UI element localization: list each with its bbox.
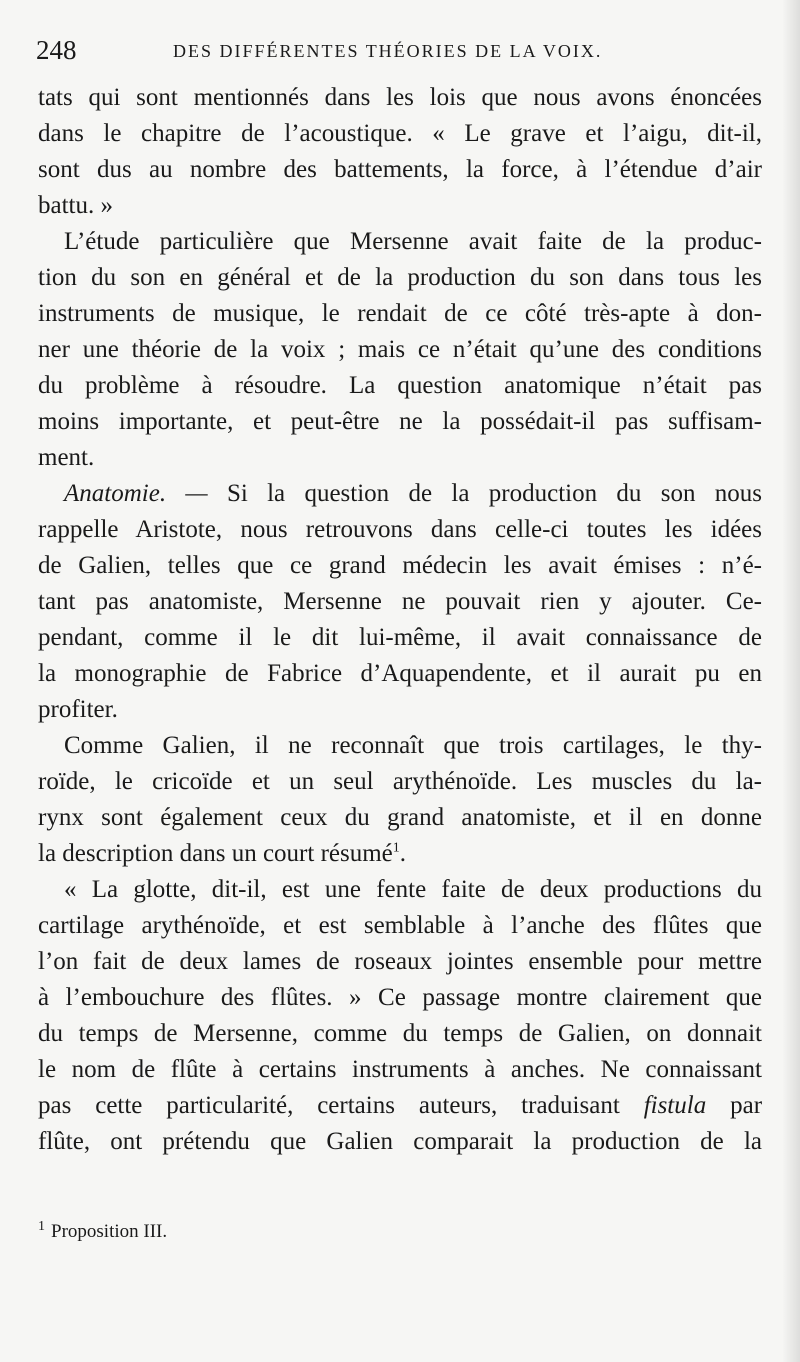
text-line: le nom de flûte à certains instruments à anches. Ne connaissant	[38, 1056, 762, 1083]
text-line: du temps de Mersenne, comme du temps de Galien, on donnait	[38, 1020, 762, 1047]
footnote-reference: 1	[392, 840, 400, 856]
text-line: instruments de musique, le rendait de ce côté très-apte à don-	[38, 300, 762, 327]
text-line: dans le chapitre de l’acoustique. « Le grave et l’aigu, dit-il,	[38, 120, 762, 147]
text-line-end: par	[730, 1092, 763, 1119]
footnote-mark: 1	[38, 1218, 45, 1234]
running-head: DES DIFFÉRENTES THÉORIES DE LA VOIX.	[173, 41, 603, 61]
text-line	[38, 1088, 762, 1124]
footnote-text: Proposition III.	[51, 1221, 168, 1242]
text-line: rappelle Aristote, nous retrouvons dans celle-ci toutes les idées	[38, 516, 762, 543]
text-line: pendant, comme il le dit lui-même, il avait connaissance de	[38, 624, 762, 651]
text-line: rynx sont également ceux du grand anatomiste, et il en donne	[38, 804, 762, 831]
text-line: à l’embouchure des flûtes. » Ce passage montre clairement que	[38, 984, 762, 1011]
text-line: tant pas anatomiste, Mersenne ne pouvait rien y ajouter. Ce-	[38, 588, 762, 615]
text-line: flûte, ont prétendu que Galien comparait la production de la	[38, 1128, 762, 1155]
body-text	[38, 80, 762, 1160]
page-edge-shadow	[782, 0, 800, 1362]
text-line: tion du son en général et de la production du son dans tous les	[38, 264, 762, 291]
text-line: la monographie de Fabrice d’Aquapendente, et il aurait pu en	[38, 660, 762, 687]
text-line: moins importante, et peut-être ne la possédait-il pas suffisam-	[38, 408, 762, 435]
text-line: l’on fait de deux lames de roseaux jointes ensemble pour mettre	[38, 948, 762, 975]
text-line: tats qui sont mentionnés dans les lois que nous avons énoncées	[38, 84, 762, 111]
anatomie-heading: Anatomie. —	[64, 480, 208, 507]
text-line: L’étude particulière que Mersenne avait faite de la produc-	[64, 228, 762, 255]
text-line-rest: Si la question de la production du son nous	[226, 480, 762, 507]
text-line: ner une théorie de la voix ; mais ce n’était qu’une des conditions	[38, 336, 762, 363]
footnote	[38, 1218, 762, 1246]
text-line: du problème à résoudre. La question anatomique n’était pas	[38, 372, 762, 399]
page-header	[36, 34, 762, 66]
line-period: .	[399, 840, 407, 867]
text-line: Comme Galien, il ne reconnaît que trois cartilages, le thy-	[64, 732, 762, 759]
text-line-start: la description dans un court résumé	[38, 840, 393, 867]
text-line: sont dus au nombre des battements, la force, à l’étendue d’air	[38, 156, 762, 183]
text-line: cartilage arythénoïde, et est semblable à l’anche des flûtes que	[38, 912, 762, 939]
fistula-word: fistula	[643, 1092, 707, 1119]
text-line	[38, 836, 762, 872]
text-line	[38, 476, 762, 512]
text-line: roïde, le cricoïde et un seul arythénoïde. Les muscles du la-	[38, 768, 762, 795]
page-number: 248	[36, 35, 77, 65]
text-line: « La glotte, dit-il, est une fente faite de deux productions du	[64, 876, 762, 903]
text-line: ment.	[38, 444, 95, 471]
text-line: battu. »	[38, 192, 113, 219]
text-line: de Galien, telles que ce grand médecin les avait émises : n’é-	[38, 552, 762, 579]
text-line-start: pas cette particularité, certains auteurs, traduisant	[38, 1092, 620, 1119]
text-line: profiter.	[38, 696, 118, 723]
